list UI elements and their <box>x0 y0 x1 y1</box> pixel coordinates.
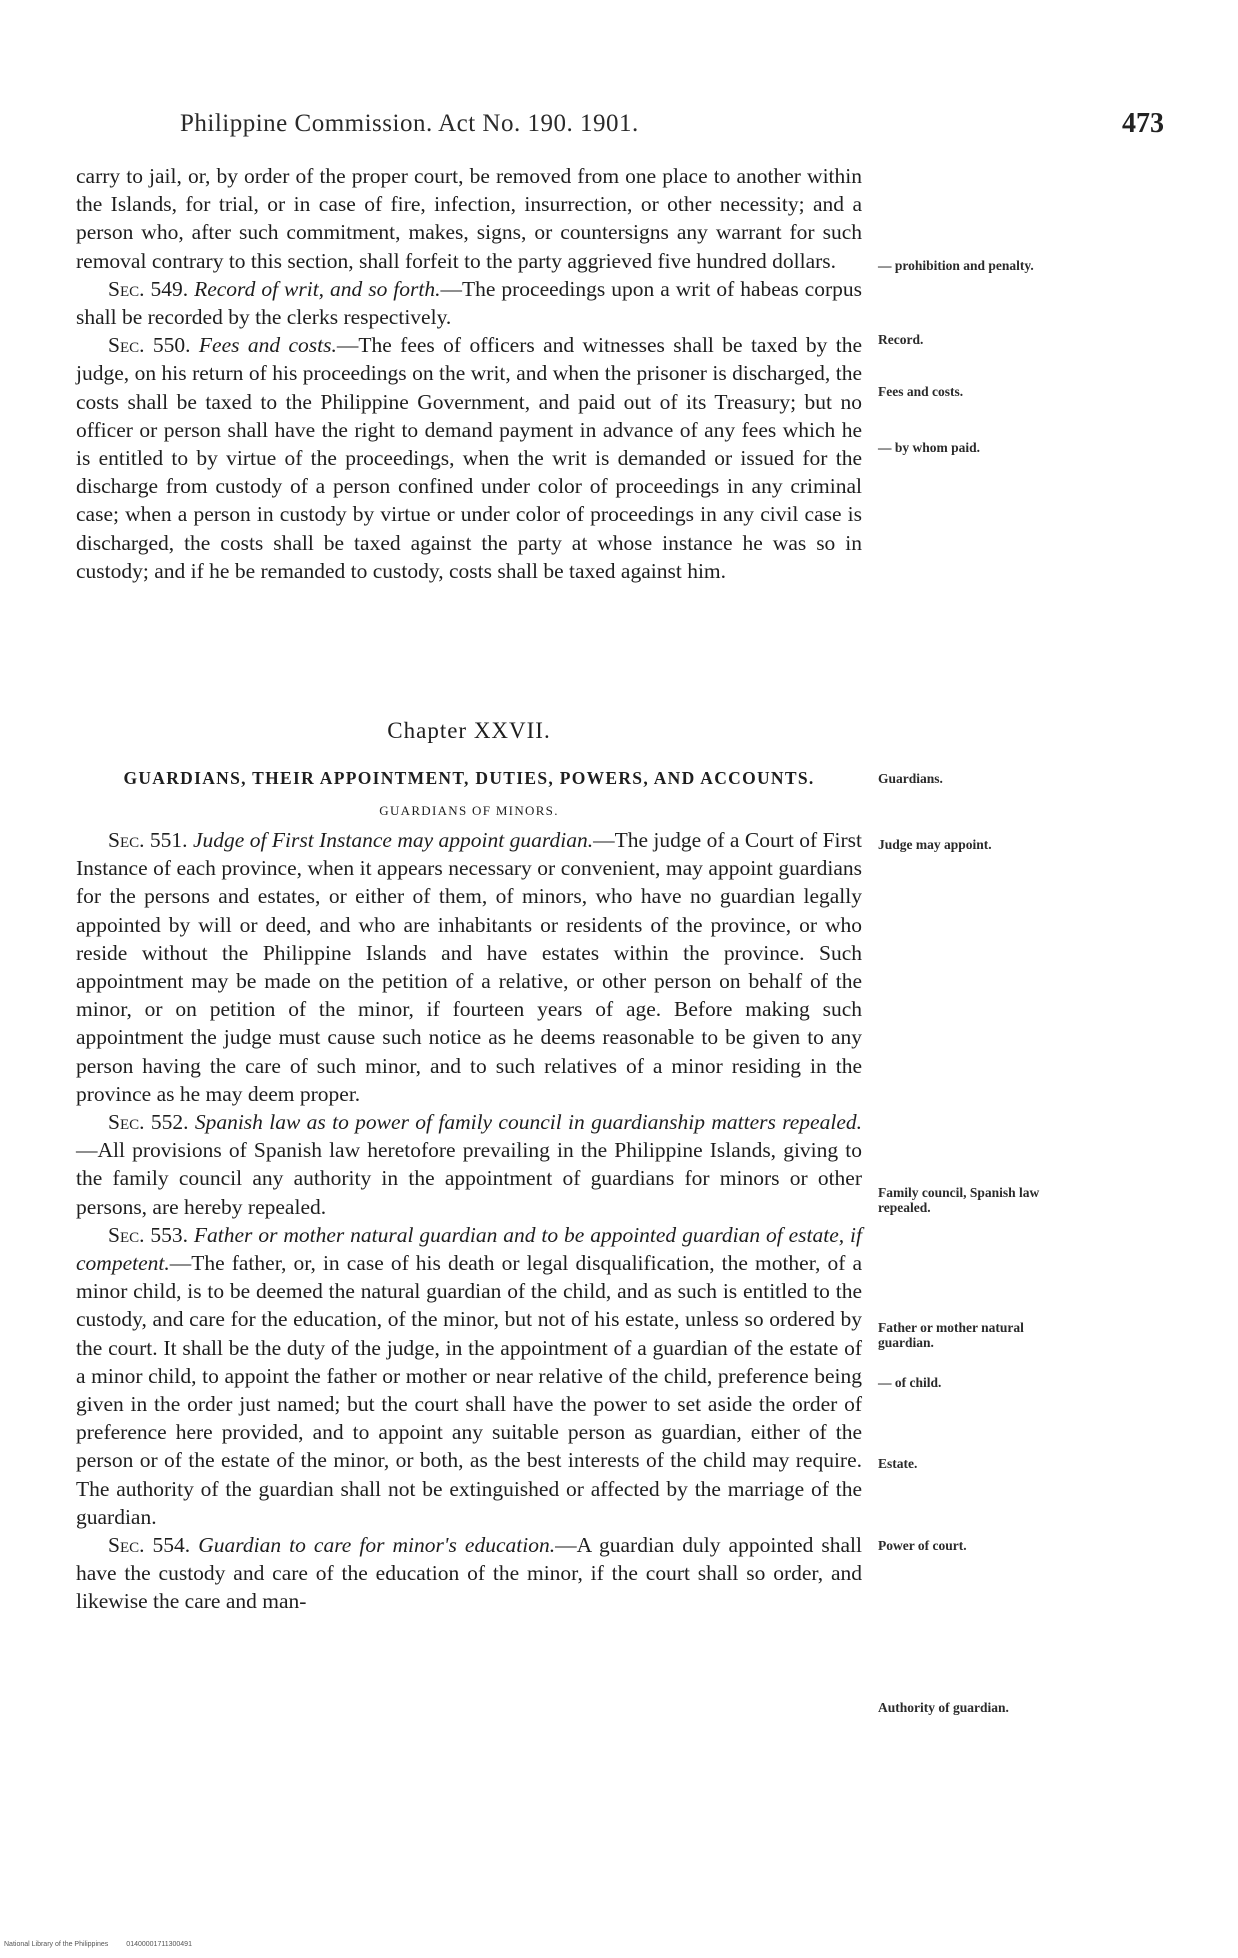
section-title: Spanish law as to power of family council in guardianship matters repealed. <box>194 1110 862 1135</box>
footer-library: National Library of the Philippines <box>4 1941 109 1948</box>
section-text: —The judge of a Court of First Instance of each province, when it appears necessary or convenient, may appoint guardians for the persons and estates, or either of them, of minors, who have no guardian legally appointed by will or deed, and who are inhabitants or residents of the province, or who reside without the Philippine Islands and have estates within the province. Such appointment may be made on the petition of a relative, or other person on behalf of the minor, or on petition of the minor, if fourteen years of age. Before making such appointment the judge must cause such notice as he deems reasonable to be given to any person having the care of such minor, and to such relatives of a minor residing in the province as he may deem proper. <box>76 828 863 1106</box>
section-title: Record of writ, and so forth. <box>194 276 441 301</box>
section-label: Sec. 552. <box>108 1110 189 1135</box>
section-551 <box>76 826 862 1108</box>
margin-note-authority: Authority of guardian. <box>878 1700 1009 1715</box>
section-text: —The fees of officers and witnesses shall be taxed by the judge, on his return of his proceedings on the writ, and when the prisoner is discharged, the costs shall be taxed to the Philippine Government, and paid out of its Treasury; but no officer or person shall have the right to demand payment in advance of any fees which he is entitled to by virtue of the proceedings, when the writ is demanded or issued for the discharge from custody of a person confined under color of proceedings in any criminal case; when a person in custody by virtue or under color of proceedings in any civil case is discharged, the costs shall be taxed against the party at whose instance he was so in custody; and if he be remanded to custody, costs shall be taxed against him. <box>76 333 863 583</box>
margin-note-of-child: — of child. <box>878 1375 942 1390</box>
section-text: —The father, or, in case of his death or legal disqualification, the mother, of a minor child, is to be deemed the natural guardian of the child, and as such is entitled to the custody, and care for the education, of the minor, but not of his estate, unless so ordered by the court. It shall be the duty of the judge, in the appointment of a guardian of the estate of a minor child, to appoint the father or mother or near relative of the child, preference being given in the order just named; but the court shall have the power to set aside the order of preference here provided, and to appoint any suitable person as guardian, either of the person or of the estate of the minor, or both, as the best interests of the child may require. The authority of the guardian shall not be extinguished or affected by the marriage of the guardian. <box>76 1251 862 1529</box>
margin-note-family-council: Family council, Spanish law repealed. <box>878 1185 1040 1215</box>
body-text-lower <box>76 826 862 1616</box>
margin-note-judge-may-appoint: Judge may appoint. <box>878 837 992 852</box>
margin-note-record: Record. <box>878 332 924 347</box>
section-550 <box>76 331 862 585</box>
section-text: —All provisions of Spanish law heretofore prevailing in the Philippine Islands, giving to the family council any authority in the appointment of guardians for minors or other persons, are hereby repealed. <box>76 1138 862 1219</box>
section-label: Sec. 553. <box>108 1222 189 1247</box>
body-text-upper <box>76 162 862 585</box>
section-label: Sec. 551. <box>108 828 188 852</box>
section-553 <box>76 1221 862 1531</box>
chapter-subheading: GUARDIANS, THEIR APPOINTMENT, DUTIES, POWERS, AND ACCOUNTS. <box>123 768 815 788</box>
section-title: Judge of First Instance may appoint guardian. <box>192 828 594 852</box>
margin-note-power-of-court: Power of court. <box>878 1538 967 1553</box>
footer-identifier: 01400001711300491 <box>126 1941 192 1948</box>
margin-note-guardians: Guardians. <box>878 771 943 786</box>
chapter-sub-subheading: GUARDIANS OF MINORS. <box>379 803 559 818</box>
section-label: Sec. 549. <box>108 276 189 301</box>
section-label: Sec. 550. <box>108 333 191 358</box>
continued-paragraph: carry to jail, or, by order of the proper court, be removed from one place to another within the Islands, for trial, or in case of fire, infection, insurrection, or other necessity; and a person who, after such commitment, makes, signs, or countersigns any warrant for such removal contrary to this section, shall forfeit to the party aggrieved five hundred dollars. <box>76 164 862 273</box>
margin-note-by-whom-paid: — by whom paid. <box>878 440 981 455</box>
section-text: —A guardian duly appointed shall have the custody and care of the education of the minor, if the court shall so order, and likewise the care and man- <box>76 1533 863 1614</box>
chapter-heading: Chapter XXVII. <box>387 718 551 743</box>
section-549 <box>76 275 862 331</box>
section-title: Father or mother natural guardian and to be appointed guardian of estate, if competent. <box>76 1222 862 1276</box>
margin-note-fees: Fees and costs. <box>878 384 964 399</box>
section-title: Fees and costs. <box>198 333 337 358</box>
section-text: —The proceedings upon a writ of habeas corpus shall be recorded by the clerks respectively. <box>76 276 862 330</box>
margin-note-estate: Estate. <box>878 1456 918 1471</box>
page-number: 473 <box>1122 108 1164 139</box>
section-552 <box>76 1108 862 1221</box>
margin-note-father-mother: Father or mother natural guardian. <box>878 1320 1024 1350</box>
margin-note-prohibition: — prohibition and penalty. <box>878 258 1034 273</box>
scan-footer <box>4 1941 210 1948</box>
section-title: Guardian to care for minor's education. <box>198 1533 556 1558</box>
section-554 <box>76 1531 862 1616</box>
running-head: Philippine Commission. Act No. 190. 1901. <box>180 110 639 137</box>
section-label: Sec. 554. <box>108 1533 191 1558</box>
